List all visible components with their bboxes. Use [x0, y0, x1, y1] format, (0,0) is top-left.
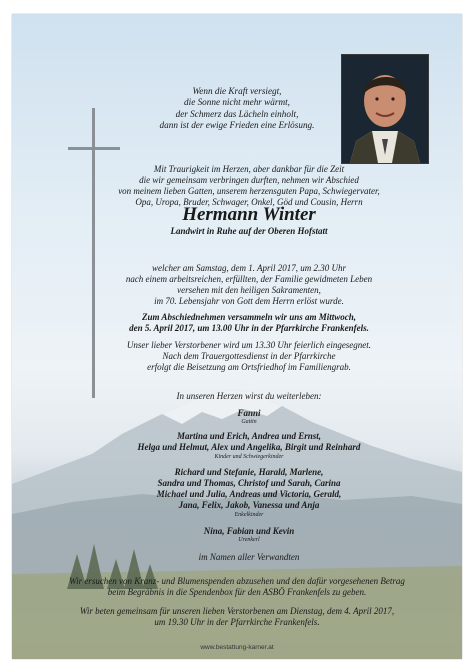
poem: [132, 86, 342, 131]
intro-line: Opa, Uropa, Bruder, Schwager, Onkel, Göd und Cousin, Herrn: [135, 197, 363, 207]
poem-line: die Sonne nicht mehr wärmt,: [184, 97, 290, 108]
grandchildren-role: Enkelkinder: [234, 512, 264, 518]
ceremony-line: erfolgt die Beisetzung am Ortsfriedhof im Familiengrab.: [147, 362, 351, 372]
donation-notice: [12, 576, 462, 598]
poem-line: der Schmerz das Lächeln einholt,: [175, 108, 299, 119]
intro-line: die wir gemeinsam verbringen durften, nehmen wir Abschied: [139, 175, 359, 185]
website-link[interactable]: www.bestattung-karner.at: [200, 644, 274, 651]
children-names: [12, 431, 462, 453]
death-notice: [12, 263, 462, 307]
children-line: Helga und Helmut, Alex und Angelika, Birgit und Reinhard: [137, 442, 361, 452]
grandchildren-line: Jana, Felix, Jakob, Vanessa und Anja: [178, 500, 320, 510]
death-notice-line: im 70. Lebensjahr von Gott dem Herrn erlöst wurde.: [154, 296, 344, 306]
parte-card: [12, 14, 462, 659]
children-line: Martina und Erich, Andrea und Ernst,: [177, 431, 321, 441]
great-grandchildren-names: Nina, Fabian und Kevin: [203, 526, 295, 536]
mourners-intro: In unseren Herzen wirst du weiterleben:: [176, 391, 322, 401]
relatives-line: im Namen aller Verwandten: [198, 552, 300, 562]
grandchildren-line: Sandra und Thomas, Christof und Sarah, Carina: [157, 478, 341, 488]
grandchildren-line: Richard und Stefanie, Harald, Marlene,: [174, 467, 324, 477]
farewell-line: Zum Abschiednehmen versammeln wir uns am Mittwoch,: [142, 312, 356, 322]
death-notice-line: welcher am Samstag, dem 1. April 2017, um 2.30 Uhr: [151, 263, 347, 273]
children-role: Kinder und Schwiegerkinder: [214, 454, 284, 460]
wife-role: Gattin: [241, 419, 257, 425]
farewell-notice: [12, 312, 462, 334]
ceremony-notice: [12, 340, 462, 373]
intro-text: [12, 164, 462, 208]
prayer-notice: [12, 606, 462, 628]
death-notice-line: nach einem arbeitsreichen, erfüllten, der Familie gewidmeten Leben: [125, 274, 373, 284]
prayer-line: um 19.30 Uhr in der Pfarrkirche Frankenfels.: [154, 617, 320, 627]
wife-name: Fanni: [237, 408, 261, 418]
intro-line: von meinem lieben Gatten, unserem herzensguten Papa, Schwiegervater,: [118, 186, 380, 196]
poem-line: dann ist der ewige Frieden eine Erlösung.: [159, 119, 315, 130]
farewell-line: den 5. April 2017, um 13.00 Uhr in der Pfarrkirche Frankenfels.: [129, 323, 369, 333]
death-notice-line: versehen mit den heiligen Sakramenten,: [177, 285, 321, 295]
ceremony-line: Nach dem Trauergottesdienst in der Pfarrkirche: [162, 351, 336, 361]
great-grandchildren-role: Urenkerl: [238, 537, 260, 543]
grandchildren-names: [12, 467, 462, 511]
deceased-name: Hermann Winter: [182, 204, 316, 225]
donation-line: beim Begräbnis in die Spendenbox für den ASBÖ Frankenfels zu geben.: [107, 587, 367, 597]
portrait-photo: [341, 54, 429, 164]
donation-line: Wir ersuchen von Kranz- und Blumenspenden abzusehen und den dafür vorgesehenen Betrag: [69, 576, 405, 586]
cross-bar: [68, 147, 120, 150]
intro-line: Mit Traurigkeit im Herzen, aber dankbar für die Zeit: [153, 164, 345, 174]
grandchildren-line: Michael und Julia, Andreas und Victoria, Gerald,: [156, 489, 342, 499]
prayer-line: Wir beten gemeinsam für unseren lieben Verstorbenen am Dienstag, dem 4. April 2017,: [79, 606, 395, 616]
deceased-title: Landwirt in Ruhe auf der Oberen Hofstatt: [170, 226, 328, 236]
poem-line: Wenn die Kraft versiegt,: [192, 86, 282, 96]
ceremony-line: Unser lieber Verstorbener wird um 13.30 Uhr feierlich eingesegnet.: [126, 340, 372, 350]
